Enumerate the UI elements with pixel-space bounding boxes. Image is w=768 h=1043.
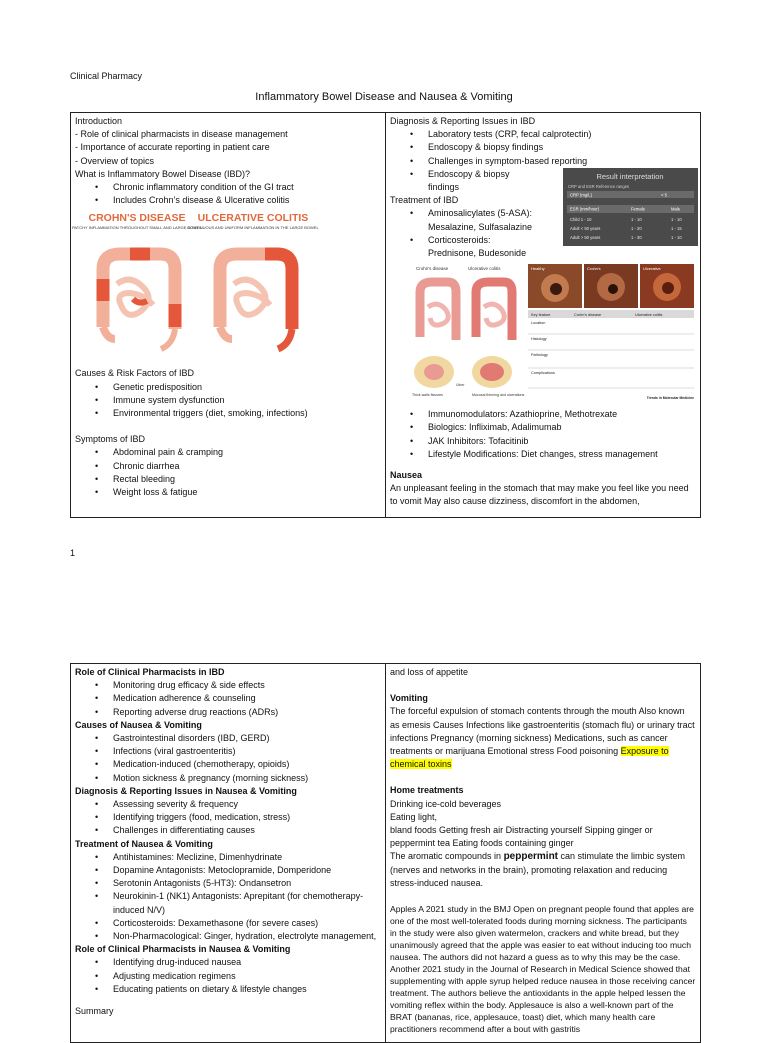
diag-nv-list: [75, 798, 381, 838]
list-item: • Infections (viral gastroenteritis): [103, 745, 381, 758]
list-item: • Non-Pharmacological: Ginger, hydration, electrolyte management,: [103, 930, 381, 943]
list-item: • Antihistamines: Meclizine, Dimenhydrinate: [103, 851, 381, 864]
list-item: • Assessing severity & frequency: [103, 798, 381, 811]
apples-paragraph: Apples A 2021 study in the BMJ Open on pregnant people found that apples are one of the most well-tolerated foods during morning sickness. The participants in the study were also given watermelon, crackers and white bread, but they unanimously agreed that the apple was easier to eat without inducing too much nausea. The authors did not hazard a guess as to why this may be the case. Another 2021 study in the Journal of Research in Medical Science showed that supplementing with apple syrup helped reduce nausea in those receiving cancer treatment. The authors believe the antioxidants in the apple helped lessen the vomiting reflex within the body. Applesauce is also a well-known part of the BRAT (bananas, rice, applesauce, toast) diet, which many health care practitioners recommend after a bout with gastritis: [390, 904, 696, 1035]
list-item: • Gastrointestinal disorders (IBD, GERD): [103, 732, 381, 745]
cmp-row-label: Pathology: [531, 353, 548, 358]
list-item: • Corticosteroids: Prednisone, Budesonide: [418, 234, 533, 260]
summary-heading: Summary: [75, 1006, 114, 1017]
list-item: • Medication adherence & counseling: [103, 692, 381, 705]
causes-heading: Causes & Risk Factors of IBD: [75, 368, 195, 379]
intro-line: - Importance of accurate reporting in patient care: [75, 142, 270, 153]
result-interpretation-table: [563, 168, 698, 246]
esr-header-col2: Female: [631, 206, 645, 212]
vomiting-text: [390, 705, 696, 771]
esr-cell: Child 1 - 10: [570, 216, 592, 222]
ibd-definition-list: [75, 181, 381, 207]
list-item: • JAK Inhibitors: Tofacitinib: [418, 435, 696, 448]
right-column-1: [386, 113, 701, 518]
fig-credit: Trends in Molecular Medicine: [646, 396, 694, 401]
list-item: • Monitoring drug efficacy & side effects: [103, 679, 381, 692]
pep-before: The aromatic compounds in: [390, 851, 504, 862]
list-item: • Identifying triggers (food, medication, stress): [103, 811, 381, 824]
diagnosis-heading: Diagnosis & Reporting Issues in IBD: [390, 116, 536, 126]
list-item: • Includes Crohn’s disease & Ulcerative colitis: [103, 194, 381, 207]
cmp-row-label: Histology: [531, 337, 547, 342]
intro-block: [75, 115, 381, 181]
esr-cell: Adult > 50 years: [570, 234, 601, 240]
list-item: • Reporting adverse drug reactions (ADRs): [103, 706, 381, 719]
role-ibd-list: [75, 679, 381, 719]
cmp-header: Ulcerative colitis: [635, 313, 663, 318]
list-item: • Serotonin Antagonists (5-HT3): Ondansetron: [103, 877, 381, 890]
intro-line: What is Inflammatory Bowel Disease (IBD)?: [75, 168, 251, 179]
result-subtitle: CRP and ESR Reference ranges: [568, 183, 630, 189]
causes-nv-list: [75, 732, 381, 785]
cmp-header: Crohn's disease: [574, 313, 602, 318]
document-title: Inflammatory Bowel Disease and Nausea & Vomiting: [255, 91, 513, 103]
role-nv-list: [75, 956, 381, 996]
list-item: • Endoscopy & biopsy findings: [418, 168, 533, 194]
peppermint-paragraph: [390, 850, 696, 890]
list-item: • Chronic inflammatory condition of the GI tract: [103, 181, 381, 194]
uc-title: ULCERATIVE COLITIS: [197, 212, 309, 225]
left-column-2: [71, 664, 386, 1043]
esr-header-col3: Male: [671, 206, 681, 212]
causes-nv-heading: Causes of Nausea & Vomiting: [75, 719, 202, 730]
vomiting-heading: Vomiting: [390, 693, 428, 704]
list-item: • Chronic diarrhea: [103, 460, 381, 473]
treat-nv-list: [75, 851, 381, 943]
right-column-2: [386, 664, 701, 1043]
cmp-row-label: Location: [531, 321, 546, 326]
esr-cell: 1 - 10: [671, 234, 682, 240]
list-item: • Laboratory tests (CRP, fecal calprotectin): [418, 128, 696, 141]
list-item: • Immune system dysfunction: [103, 394, 381, 407]
causes-list: [75, 381, 381, 421]
esr-cell: 1 - 15: [671, 225, 682, 231]
list-item: • Educating patients on dietary & lifestyle changes: [103, 983, 381, 996]
cmp-header: Key feature: [531, 313, 551, 318]
list-item: • Immunomodulators: Azathioprine, Methotrexate: [418, 408, 696, 421]
result-title: Result interpretation: [596, 171, 664, 181]
esr-cell: 1 - 20: [631, 225, 642, 231]
list-item: • Adjusting medication regimens: [103, 970, 381, 983]
list-item: • Endoscopy & biopsy findings: [418, 141, 696, 154]
diag-nv-heading: Diagnosis & Reporting Issues in Nausea & Vomiting: [75, 785, 297, 796]
crohns-vs-uc-figure: [406, 262, 696, 402]
esr-cell: 1 - 10: [671, 216, 682, 222]
section-table-2: [70, 663, 701, 1043]
highlighted-text: Exposure to chemical toxins: [390, 746, 669, 770]
list-item: • Identifying drug-induced nausea: [103, 956, 381, 969]
diagnosis-list: [390, 128, 696, 168]
intro-line: - Role of clinical pharmacists in disease management: [75, 129, 288, 140]
home-line: Drinking ice-cold beverages: [390, 798, 502, 809]
nausea-heading: Nausea: [390, 470, 423, 481]
colon-illustration: [72, 209, 319, 359]
section-table-1: [70, 112, 701, 518]
list-item: • Aminosalicylates (5-ASA): Mesalazine, Sulfasalazine: [418, 207, 533, 233]
intro-line: Introduction: [75, 116, 123, 126]
fig-footer-label: Mucosal thinning and ulcerations: [472, 393, 525, 398]
ibd-comparison-illustration: [72, 209, 319, 359]
cmp-row-label: Complications: [531, 371, 555, 376]
list-item: • Challenges in symptom-based reporting: [418, 155, 696, 168]
diagnosis-list-cont: [390, 168, 533, 194]
uc-colon-graphic: [220, 254, 292, 349]
photo-label: Healthy: [531, 266, 545, 272]
home-treatments-heading: Home treatments: [390, 785, 464, 796]
esr-cell: Adult < 50 years: [570, 225, 601, 231]
photo-label: Ulcerative: [643, 266, 661, 272]
fig-label: Crohn's disease: [416, 266, 449, 272]
crohn-subtitle: PATCHY INFLAMMATION THROUGHOUT SMALL AND LARGE BOWEL: [72, 225, 202, 231]
list-item: • Neurokinin-1 (NK1) Antagonists: Aprepitant (for chemotherapy-induced N/V): [103, 890, 381, 916]
uc-subtitle: CONTINUOUS AND UNIFORM INFLAMMATION IN THE LARGE BOWEL: [187, 225, 319, 231]
list-item: • Challenges in differentiating causes: [103, 824, 381, 837]
home-line: Eating light,: [390, 811, 438, 822]
treatment-list-b: [390, 408, 696, 461]
list-item: • Motion sickness & pregnancy (morning sickness): [103, 772, 381, 785]
continued-text: and loss of appetite: [390, 667, 469, 677]
list-item: • Biologics: Infliximab, Adalimumab: [418, 421, 696, 434]
role-nv-heading: Role of Clinical Pharmacists in Nausea & Vomiting: [75, 944, 291, 955]
page-header: Clinical Pharmacy: [70, 71, 143, 81]
page-number: 1: [70, 548, 76, 558]
symptoms-heading: Symptoms of IBD: [75, 434, 146, 445]
list-item: • Weight loss & fatigue: [103, 486, 381, 499]
treat-nv-heading: Treatment of Nausea & Vomiting: [75, 838, 213, 849]
list-item: • Abdominal pain & cramping: [103, 446, 381, 459]
list-item: • Dopamine Antagonists: Metoclopramide, Domperidone: [103, 864, 381, 877]
crp-value: < 5: [661, 192, 667, 198]
photo-label: Crohn's: [587, 266, 601, 272]
left-column-1: [71, 113, 386, 518]
nausea-text: An unpleasant feeling in the stomach that may make you feel like you need to vomit May also cause dizziness, discomfort in the abdomen,: [390, 483, 689, 507]
list-item: • Corticosteroids: Dexamethasone (for severe cases): [103, 917, 381, 930]
list-item: • Lifestyle Modifications: Diet changes, stress management: [418, 448, 696, 461]
list-item: • Genetic predisposition: [103, 381, 381, 394]
esr-header-col1: ESR (mm/hour): [570, 206, 600, 212]
intro-line: - Overview of topics: [75, 155, 155, 166]
fig-label: Ulcerative colitis: [468, 266, 501, 272]
list-item: • Environmental triggers (diet, smoking, infections): [103, 407, 381, 420]
symptoms-list: [75, 446, 381, 499]
list-item: • Medication-induced (chemotherapy, opioids): [103, 758, 381, 771]
crp-label: CRP (mg/L): [570, 192, 593, 198]
treatment-heading: Treatment of IBD: [390, 195, 459, 206]
vomiting-body: The forceful expulsion of stomach contents through the mouth Also known as emesis Causes Infections like gastroenteritis (stomach flu) or urinary tract infections Pregnancy (morning sickness) Medications, such as cancer treatments or marijuana Emotional stress Food poisoning: [390, 706, 695, 757]
esr-cell: 1 - 30: [631, 234, 642, 240]
treatment-list-a: [390, 207, 533, 260]
fig-footer-label: Ulcer: [456, 383, 465, 388]
crohn-colon-graphic: [103, 254, 175, 349]
fig-footer-label: Thick walls fissures: [412, 393, 443, 398]
pep-after: can stimulate the limbic system (nerves and networks in the brain), promoting relaxation and reducing stress-induced nausea.: [390, 851, 686, 888]
role-ibd-heading: Role of Clinical Pharmacists in IBD: [75, 667, 225, 677]
home-line: bland foods Getting fresh air Distracting yourself Sipping ginger or peppermint tea Eating foods containing ginger: [390, 825, 653, 849]
list-item: • Rectal bleeding: [103, 473, 381, 486]
esr-cell: 1 - 10: [631, 216, 642, 222]
crohn-title: CROHN'S DISEASE: [88, 212, 186, 225]
pep-bold: peppermint: [503, 851, 559, 863]
